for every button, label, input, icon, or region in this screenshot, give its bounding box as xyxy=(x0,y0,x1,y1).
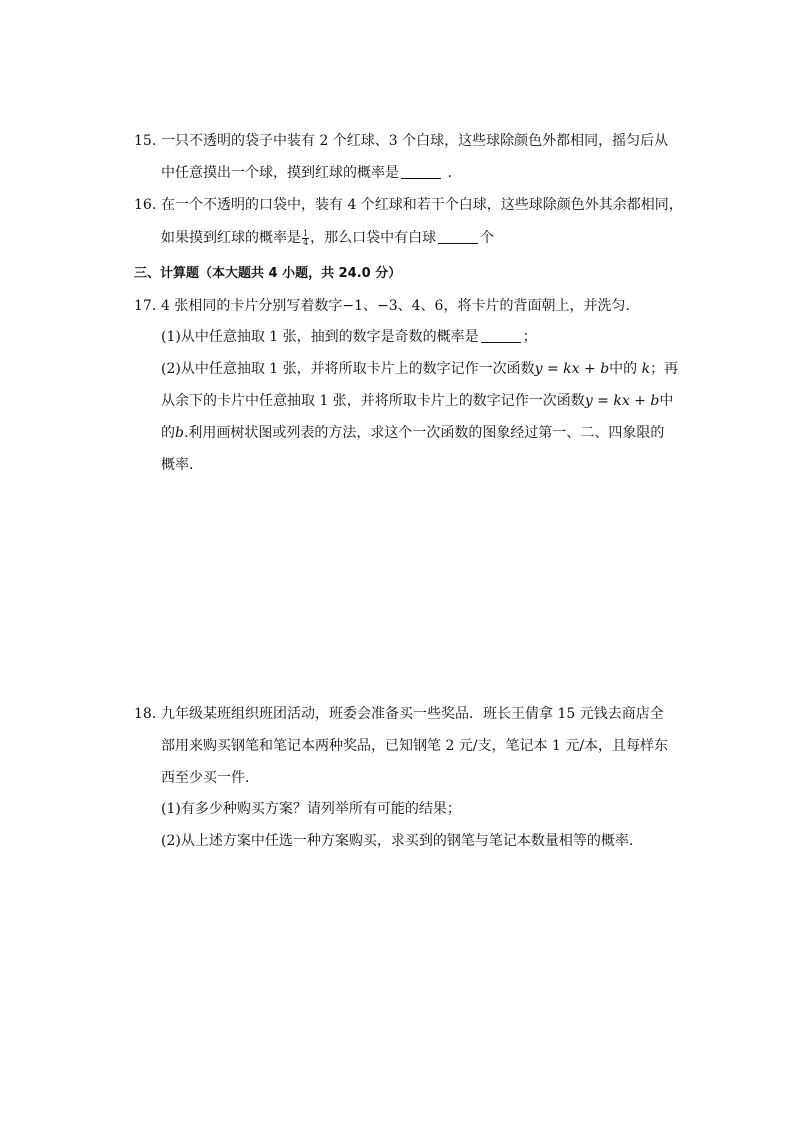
q17-part2-line4: 概率. xyxy=(161,457,194,473)
linear-function-2: y = kx + b xyxy=(584,393,660,409)
q16-line2 xyxy=(161,228,494,248)
section-heading: 三、计算题（本大题共 4 小题，共 24.0 分） xyxy=(134,266,402,281)
q16-number: 16. xyxy=(134,197,157,213)
q17-part2-text: (2)从中任意抽取 1 张，并将所取卡片上的数字记作一次函数 xyxy=(161,361,535,377)
q16-line2-text: 如果摸到红球的概率是 xyxy=(161,230,301,246)
variable-b: b xyxy=(175,425,184,441)
q17-answer-blank xyxy=(481,328,521,343)
q18-number: 18. xyxy=(134,706,157,722)
q15-line2 xyxy=(161,163,452,183)
q16-line1: 在一个不透明的口袋中，装有 4 个红球和若干个白球，这些球除颜色外其余都相同， xyxy=(161,197,683,213)
q17-part2-line1 xyxy=(161,359,678,379)
q17-part2-mid: 中的 xyxy=(609,361,642,377)
linear-function: y = kx + b xyxy=(534,361,610,377)
fraction-denominator: 4 xyxy=(303,237,309,247)
fraction-numerator: 1 xyxy=(303,228,309,238)
q17-part1-text: (1)从中任意抽取 1 张，抽到的数字是奇数的概率是 xyxy=(161,329,479,345)
q18-line3: 西至少买一件. xyxy=(161,770,250,786)
q18-part1: (1)有多少种购买方案？请列举所有可能的结果； xyxy=(161,801,461,817)
q17-part2-line2-text: 从余下的卡片中任意抽取 1 张，并将所取卡片上的数字记作一次函数 xyxy=(161,393,585,409)
probability-fraction xyxy=(302,230,309,247)
q17-part2-line2 xyxy=(161,391,673,411)
q18-line2: 部用来购买钢笔和笔记本两种奖品，已知钢笔 2 元/支，笔记本 1 元/本，且每样东 xyxy=(161,738,669,754)
q18-part2: (2)从上述方案中任选一种方案购买，求买到的钢笔与笔记本数量相等的概率. xyxy=(161,833,634,849)
q17-part2-line3-text: .利用画树状图或列表的方法，求这个一次函数的图象经过第一、二、四象限的 xyxy=(183,425,665,441)
q15-line1: 一只不透明的袋子中装有 2 个红球、3 个白球，这些球除颜色外都相同，摇匀后从 xyxy=(161,133,669,149)
q16-answer-blank xyxy=(438,229,478,244)
variable-k: k xyxy=(641,361,651,377)
q17-number: 17. xyxy=(134,298,157,314)
q15-answer-blank xyxy=(401,164,441,179)
q15-line2-end: . xyxy=(443,165,452,181)
q16-line2-end: 个 xyxy=(480,230,495,246)
q17-part1 xyxy=(161,327,537,347)
q17-text-de: 的 xyxy=(161,425,175,441)
q17-part2-line2-end: 中 xyxy=(659,393,674,409)
q16-line2-mid: ，那么口袋中有白球 xyxy=(310,230,437,246)
q15-line2-text: 中任意摸出一个球，摸到红球的概率是 xyxy=(161,165,399,181)
q18-line1: 九年级某班组织班团活动，班委会准备买一些奖品．班长王倩拿 15 元钱去商店全 xyxy=(161,706,664,722)
q17-part2-line3 xyxy=(161,423,664,443)
q15-number: 15. xyxy=(134,133,157,149)
q17-part2-end: ；再 xyxy=(650,361,679,377)
q17-line1: 4 张相同的卡片分别写着数字−1、−3、4、6，将卡片的背面朝上，并洗匀. xyxy=(161,298,630,314)
q17-part1-end: ； xyxy=(522,329,537,345)
